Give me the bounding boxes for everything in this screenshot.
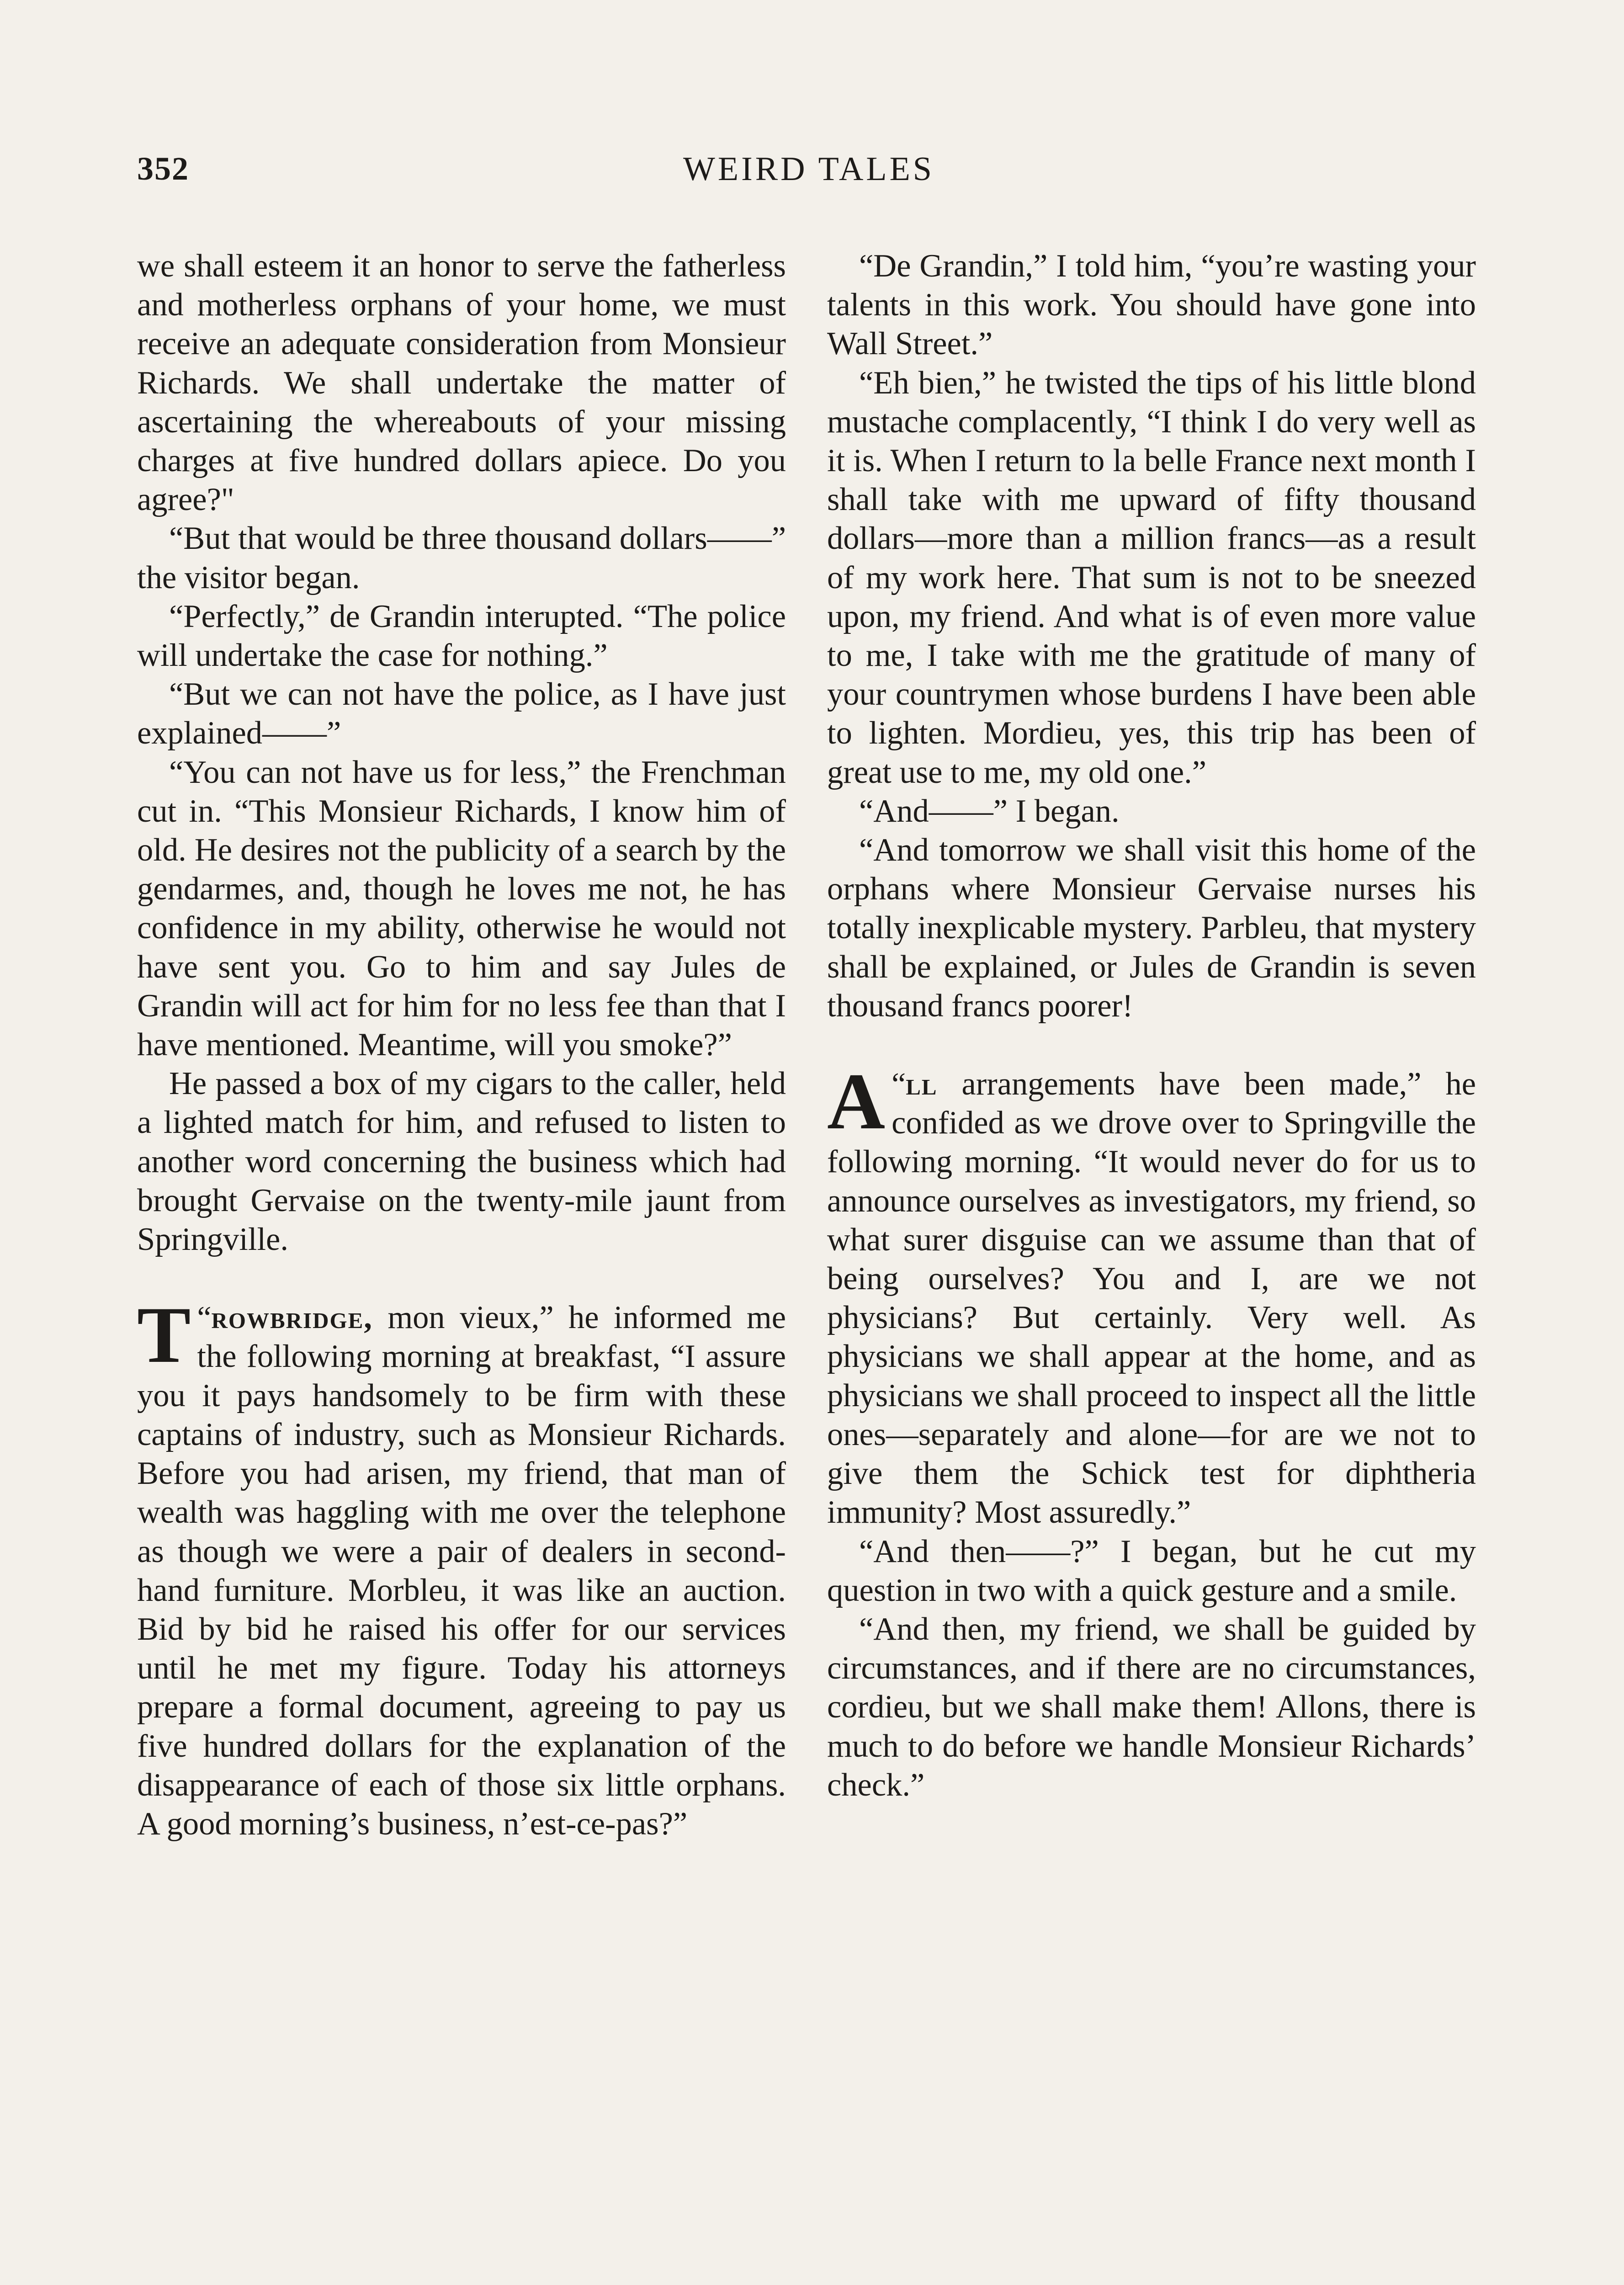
section-break	[827, 1026, 1476, 1065]
small-caps-lead: ll	[906, 1066, 938, 1102]
opening-quote: “	[892, 1067, 906, 1102]
section-break	[137, 1259, 786, 1298]
drop-cap: T	[137, 1291, 191, 1380]
paragraph-text: mon vieux,” he informed me the following morning at breakfast, “I assure you it pays handsomely to be firm with these captains of industry, such as Monsieur Richards. Before you had arisen, my friend, that man of wealth was haggling with me over the telephone as though we were a pair of dealers in second-hand furniture. Morbleu, it was like an auction. Bid by bid he raised his offer for our services until he met my figure. Today his attorneys prepare a formal document, agreeing to pay us five hundred dollars for the explanation of the disappearance of each of those six little orphans. A good morning’s business, n’est-ce-pas?”	[137, 1300, 786, 1842]
paragraph: “And then——?” I began, but he cut my question in two with a quick gesture and a smile.	[827, 1533, 1476, 1608]
left-column	[137, 247, 786, 1844]
paragraph: He passed a box of my cigars to the caller, held a lighted match for him, and refused to listen to another word concerning the business which had brought Gervaise on the twenty-mile jaunt from Springville.	[137, 1066, 786, 1258]
page-number: 352	[137, 150, 189, 187]
paragraph: “De Grandin,” I told him, “you’re wasting your talents in this work. You should have gone into Wall Street.”	[827, 248, 1476, 362]
paragraph: “But we can not have the police, as I have just explained——”	[137, 676, 786, 751]
running-head: WEIRD TALES	[683, 150, 934, 188]
paragraph: “And then, my friend, we shall be guided by circumstances, and if there are no circumstances, cordieu, but we shall make them! Allons, there is much to do before we handle Monsieur Richards’ check.”	[827, 1611, 1476, 1803]
paragraph: “You can not have us for less,” the Frenchman cut in. “This Monsieur Richards, I know him of old. He desires not the publicity of a search by the gendarmes, and, though he loves me not, he has confidence in my ability, otherwise he would not have sent you. Go to him and say Jules de Grandin will act for him for no less fee than that I have mentioned. Meantime, will you smoke?”	[137, 754, 786, 1063]
paragraph: “And tomorrow we shall visit this home of the orphans where Monsieur Gervaise nurses his totally inexplicable mystery. Parbleu, that mystery shall be explained, or Jules de Grandin is seven thousand francs poorer!	[827, 832, 1476, 1024]
paragraph: “Perfectly,” de Grandin interupted. “The police will undertake the case for nothing.”	[137, 598, 786, 674]
paragraph: “And——” I began.	[859, 793, 1120, 829]
section-opening-paragraph	[827, 1057, 1476, 1532]
paragraph: “But that would be three thousand dollars——” the visitor began.	[137, 521, 786, 595]
page-header	[137, 150, 1481, 196]
paragraph: “Eh bien,” he twisted the tips of his little blond mustache complacently, “I think I do very well as it is. When I return to la belle France next month I shall take with me upward of fifty thousand dollars—more than a million francs—as a result of my work here. That sum is not to be sneezed upon, my friend. And what is of even more value to me, I take with me the gratitude of many of your countrymen whose burdens I have been able to lighten. Mordieu, yes, this trip has been of great use to me, my old one.”	[827, 365, 1476, 790]
section-opening-paragraph	[137, 1291, 786, 1844]
opening-quote: “	[197, 1300, 212, 1336]
drop-cap: A	[827, 1057, 886, 1147]
paragraph: we shall esteem it an honor to serve the fatherless and motherless orphans of your home, we must receive an adequate consideration from Monsieur Richards. We shall undertake the matter of ascertaining the whereabouts of your missing charges at five hundred dollars apiece. Do you agree?"	[137, 248, 786, 518]
small-caps-lead: rowbridge,	[211, 1300, 373, 1336]
paragraph-text: arrangements have been made,” he confided as we drove over to Springville the following morning. “It would never do for us to announce ourselves as investigators, my friend, so what surer disguise can we assume than that of being ourselves? You and I, are we not physicians? But certainly. Very well. As physicians we shall appear at the home, and as physicians we shall proceed to inspect all the little ones—separately and alone—for are we not to give them the Schick test for diphtheria immunity? Most assuredly.”	[827, 1066, 1476, 1530]
right-column	[827, 247, 1476, 1805]
